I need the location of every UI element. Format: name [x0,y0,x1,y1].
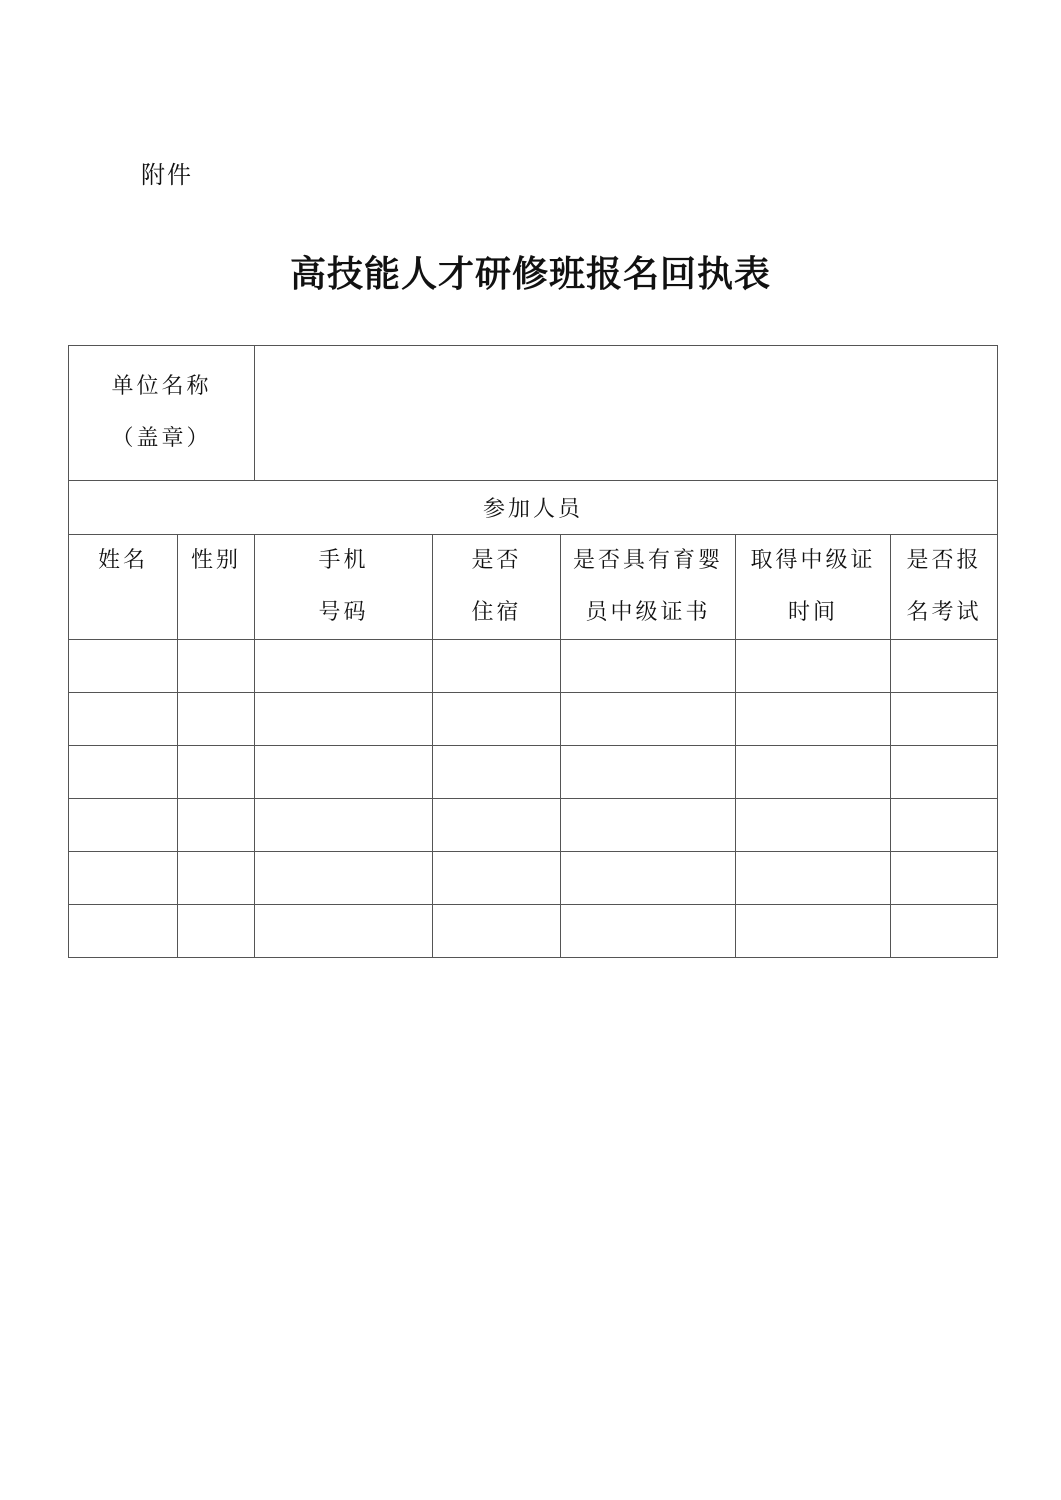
column-header-text: 取得中级证 [750,548,876,573]
table-cell-exam-registration[interactable] [891,852,998,905]
unit-name-field[interactable] [255,346,998,481]
column-header-gender [178,535,255,640]
column-header-text: 号码 [318,600,369,625]
column-header-accommodation [433,535,561,640]
table-cell-exam-registration[interactable] [891,746,998,799]
column-header-name [69,535,178,640]
page-title: 高技能人才研修班报名回执表 [289,253,771,295]
column-header-exam-registration [891,535,998,640]
table-cell-nanny-certificate[interactable] [561,852,736,905]
column-header-text: 时间 [788,600,839,625]
table-cell-accommodation[interactable] [433,852,561,905]
column-header-nanny-certificate [561,535,736,640]
column-header-text: 是否具有育婴 [573,548,724,573]
column-header-text: 是否报 [906,548,982,573]
table-cell-gender[interactable] [178,640,255,693]
column-header-text: 住宿 [471,600,522,625]
table-cell-certificate-date[interactable] [736,905,891,958]
table-row [69,746,998,799]
registration-form-table [68,345,998,958]
table-cell-gender[interactable] [178,693,255,746]
table-cell-phone[interactable] [255,905,433,958]
table-cell-phone[interactable] [255,640,433,693]
table-cell-exam-registration[interactable] [891,799,998,852]
table-cell-gender[interactable] [178,746,255,799]
table-row [69,799,998,852]
table-cell-certificate-date[interactable] [736,693,891,746]
table-cell-exam-registration[interactable] [891,905,998,958]
table-cell-name[interactable] [69,905,178,958]
column-header-phone [255,535,433,640]
table-cell-name[interactable] [69,746,178,799]
table-cell-accommodation[interactable] [433,746,561,799]
table-cell-name[interactable] [69,799,178,852]
table-cell-name[interactable] [69,640,178,693]
table-row [69,640,998,693]
participants-section-title: 参加人员 [69,481,998,535]
column-header-certificate-date [736,535,891,640]
table-cell-accommodation[interactable] [433,799,561,852]
table-cell-gender[interactable] [178,799,255,852]
table-cell-nanny-certificate[interactable] [561,746,736,799]
column-header-text: 手机 [318,548,369,573]
table-cell-certificate-date[interactable] [736,640,891,693]
table-cell-gender[interactable] [178,905,255,958]
participant-rows [69,640,998,958]
table-cell-certificate-date[interactable] [736,746,891,799]
column-header-text: 员中级证书 [585,600,711,625]
table-cell-certificate-date[interactable] [736,852,891,905]
table-row [69,852,998,905]
table-row [69,905,998,958]
unit-seal-label: （盖章） [111,426,212,451]
attachment-label: 附件 [141,161,193,189]
table-cell-phone[interactable] [255,852,433,905]
table-cell-gender[interactable] [178,852,255,905]
table-row [69,693,998,746]
unit-name-label: 单位名称 [111,374,212,399]
table-cell-name[interactable] [69,693,178,746]
table-cell-nanny-certificate[interactable] [561,693,736,746]
table-cell-nanny-certificate[interactable] [561,905,736,958]
column-header-text: 性别 [191,548,242,573]
table-cell-exam-registration[interactable] [891,693,998,746]
table-cell-accommodation[interactable] [433,693,561,746]
table-cell-certificate-date[interactable] [736,799,891,852]
table-cell-nanny-certificate[interactable] [561,640,736,693]
table-cell-phone[interactable] [255,746,433,799]
column-header-row [69,535,998,640]
table-cell-exam-registration[interactable] [891,640,998,693]
unit-name-label-cell [69,346,255,481]
table-cell-name[interactable] [69,852,178,905]
column-header-text: 是否 [471,548,522,573]
table-cell-phone[interactable] [255,799,433,852]
table-cell-accommodation[interactable] [433,905,561,958]
table-cell-accommodation[interactable] [433,640,561,693]
column-header-text: 姓名 [97,548,148,573]
table-cell-phone[interactable] [255,693,433,746]
column-header-text: 名考试 [906,600,982,625]
table-cell-nanny-certificate[interactable] [561,799,736,852]
